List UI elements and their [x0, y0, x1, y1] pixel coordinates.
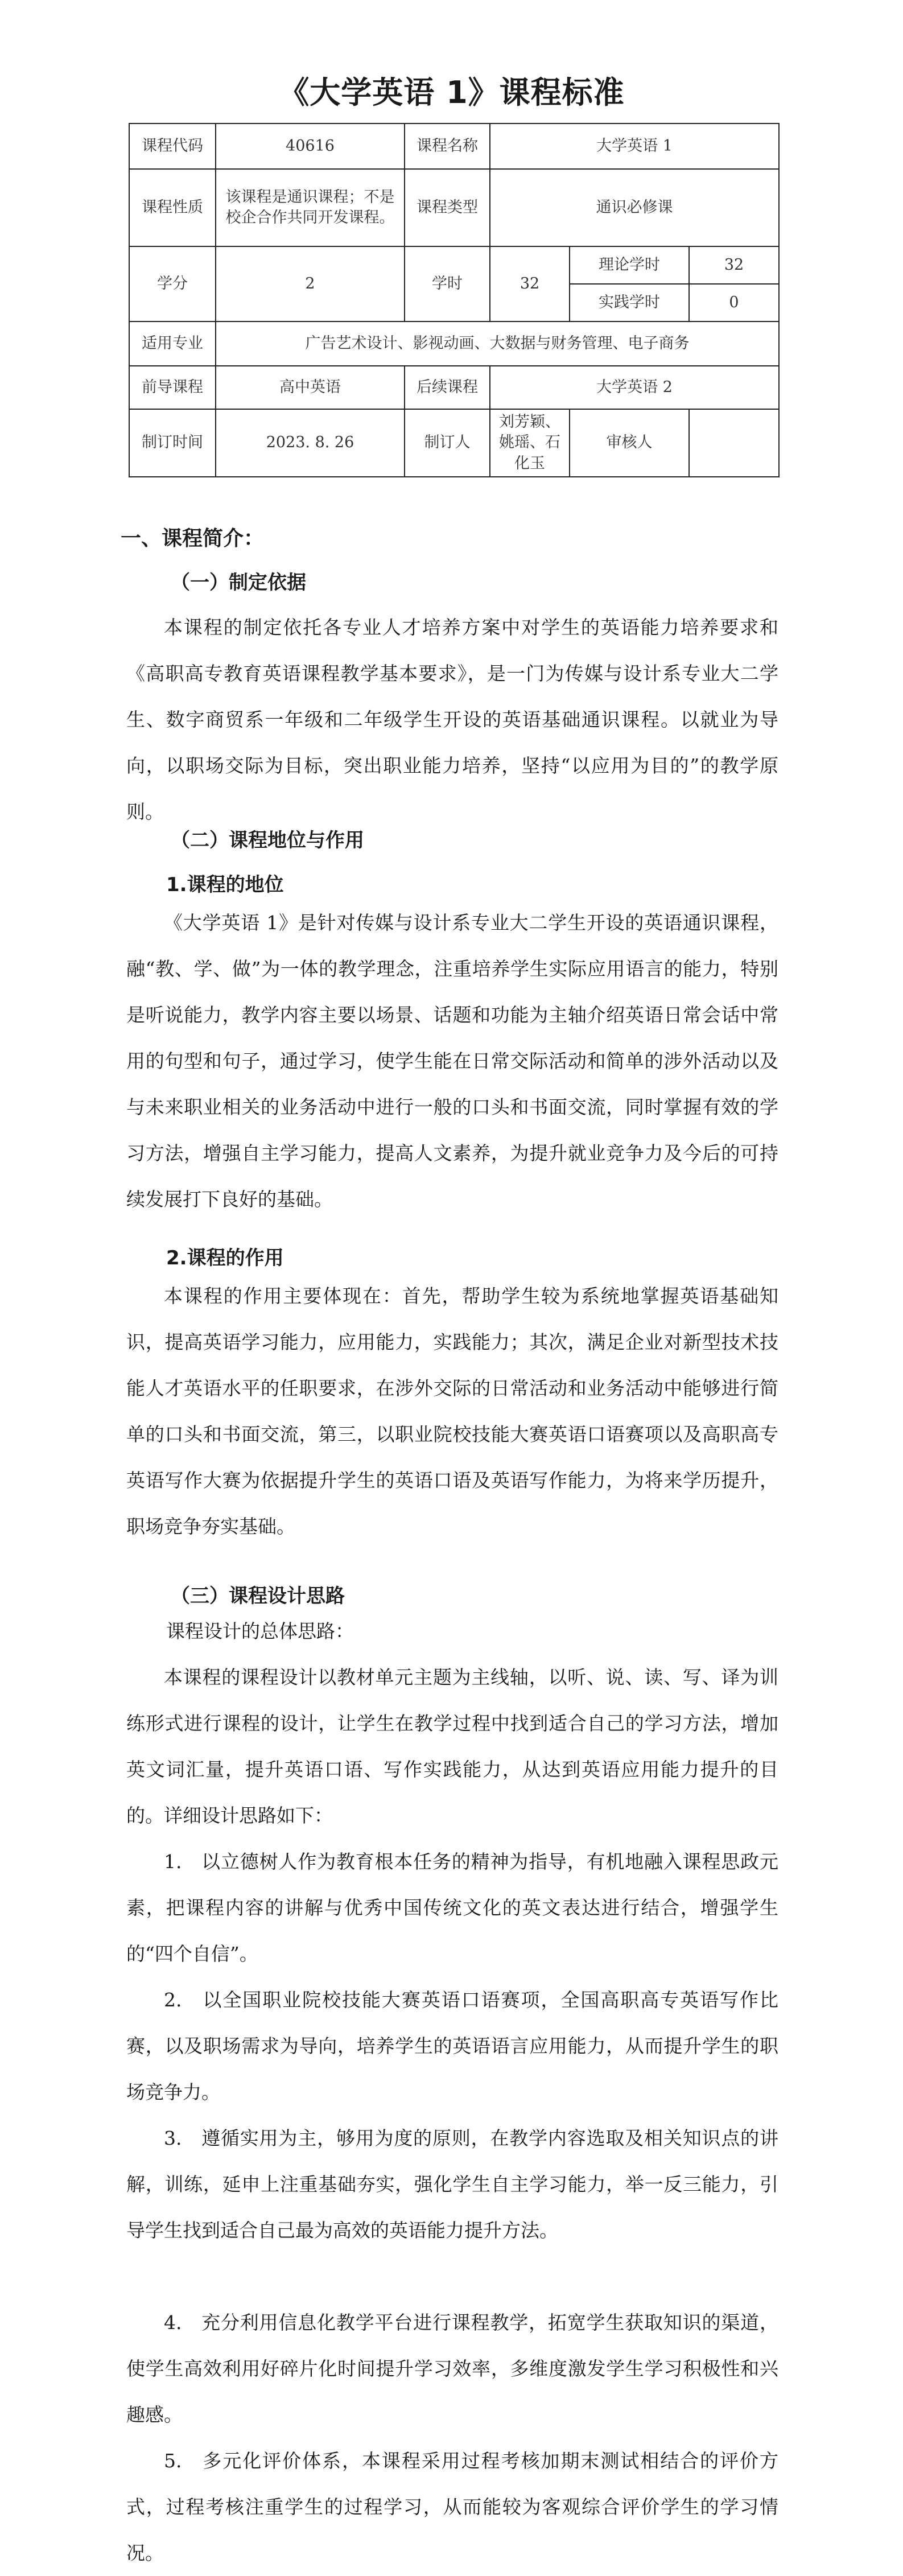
maker-value: 刘芳颖、姚瑶、石化玉: [490, 409, 570, 477]
list-item: 4. 充分利用信息化教学平台进行课程教学，拓宽学生获取知识的渠道，使学生高效利用好碎片化时间提升学习效率，多维度激发学生学习积极性和兴趣感。: [126, 2311, 778, 2426]
course-nature-value: 该课程是通识课程；不是校企合作共同开发课程。: [216, 169, 405, 246]
subsection-heading-position-role: （二）课程地位与作用: [171, 829, 364, 852]
date-label: 制订时间: [129, 409, 216, 477]
table-row: [129, 169, 779, 246]
followup-value: 大学英语 2: [490, 366, 779, 409]
prerequisite-value: 高中英语: [216, 366, 405, 409]
paragraph-design-detail: 本课程的课程设计以教材单元主题为主线轴，以听、说、读、写、译为训练形式进行课程的设计，让学生在教学过程中找到适合自己的学习方法，增加英文词汇量，提升英语口语、写作实践能力，从达到英语应用能力提升的目的。详细设计思路如下：: [126, 1666, 778, 1827]
paragraph-course-position: 《大学英语 1》是针对传媒与设计系专业大二学生开设的英语通识课程，融“教、学、做”为一体的教学理念，注重培养学生实际应用语言的能力，特别是听说能力，教学内容主要以场景、话题和功能为主轴介绍英语日常会话中常用的句型和句子，通过学习，使学生能在日常交际活动和简单的涉外活动以及与未来职业相关的业务活动中进行一般的口头和书面交流，同时掌握有效的学习方法，增强自主学习能力，提高人文素养，为提升就业竞争力及今后的可持续发展打下良好的基础。: [126, 912, 778, 1210]
course-type-label: 课程类型: [405, 169, 490, 246]
hours-value: 32: [490, 246, 570, 322]
table-row: [129, 246, 779, 284]
list-item: 2. 以全国职业院校技能大赛英语口语赛项，全国高职高专英语写作比赛，以及职场需求为导向，培养学生的英语语言应用能力，从而提升学生的职场竞争力。: [126, 1989, 778, 2103]
course-type-value: 通识必修课: [490, 169, 779, 246]
course-name-value: 大学英语 1: [490, 123, 779, 169]
course-code-label: 课程代码: [129, 123, 216, 169]
date-value: 2023. 8. 26: [216, 409, 405, 477]
maker-label: 制订人: [405, 409, 490, 477]
course-code-value: 40616: [216, 123, 405, 169]
practice-hours-value: 0: [689, 284, 779, 322]
paragraph-course-role: 本课程的作用主要体现在：首先，帮助学生较为系统地掌握英语基础知识，提高英语学习能力，应用能力，实践能力；其次，满足企业对新型技术技能人才英语水平的任职要求，在涉外交际的日常活动和业务活动中能够进行简单的口头和书面交流，第三，以职业院校技能大赛英语口语赛项以及高职高专英语写作大赛为依据提升学生的英语口语及英语写作能力，为将来学历提升，职场竞争夯实基础。: [126, 1285, 778, 1538]
table-row: [129, 366, 779, 409]
subsection-heading-design: （三）课程设计思路: [171, 1585, 345, 1608]
document-title: 《大学英语 1》课程标准: [278, 75, 625, 110]
hours-label: 学时: [405, 246, 490, 322]
credit-label: 学分: [129, 246, 216, 322]
table-row: [129, 123, 779, 169]
practice-hours-label: 实践学时: [570, 284, 689, 322]
table-row: [129, 322, 779, 366]
theory-hours-value: 32: [689, 246, 779, 284]
course-info-table: [129, 123, 780, 477]
major-label: 适用专业: [129, 322, 216, 366]
paragraph-basis: 本课程的制定依托各专业人才培养方案中对学生的英语能力培养要求和《高职高专教育英语课程教学基本要求》，是一门为传媒与设计系专业大二学生、数字商贸系一年级和二年级学生开设的英语基础通识课程。以就业为导向，以职场交际为目标，突出职业能力培养，坚持“以应用为目的”的教学原则。: [126, 616, 778, 823]
credit-value: 2: [216, 246, 405, 322]
course-name-label: 课程名称: [405, 123, 490, 169]
list-item: 1. 以立德树人作为教育根本任务的精神为指导，有机地融入课程思政元素，把课程内容的讲解与优秀中国传统文化的英文表达进行结合，增强学生的“四个自信”。: [126, 1850, 778, 1965]
heading-course-role: 2.课程的作用: [166, 1247, 284, 1270]
reviewer-value: [689, 409, 779, 477]
section-heading-intro: 一、课程简介：: [121, 527, 265, 550]
list-item: 3. 遵循实用为主，够用为度的原则，在教学内容选取及相关知识点的讲解，训练，延申上注重基础夯实，强化学生自主学习能力，举一反三能力，引导学生找到适合自己最为高效的英语能力提升方法。: [126, 2127, 778, 2241]
course-nature-label: 课程性质: [129, 169, 216, 246]
table-row: [129, 409, 779, 477]
heading-course-position: 1.课程的地位: [166, 873, 284, 896]
subsection-heading-basis: （一）制定依据: [171, 571, 306, 594]
paragraph-design-overview: 课程设计的总体思路：: [166, 1620, 354, 1642]
followup-label: 后续课程: [405, 366, 490, 409]
list-item: 5. 多元化评价体系，本课程采用过程考核加期末测试相结合的评价方式，过程考核注重学生的过程学习，从而能较为客观综合评价学生的学习情况。: [126, 2450, 778, 2564]
prerequisite-label: 前导课程: [129, 366, 216, 409]
theory-hours-label: 理论学时: [570, 246, 689, 284]
major-value: 广告艺术设计、影视动画、大数据与财务管理、电子商务: [216, 322, 779, 366]
reviewer-label: 审核人: [570, 409, 689, 477]
